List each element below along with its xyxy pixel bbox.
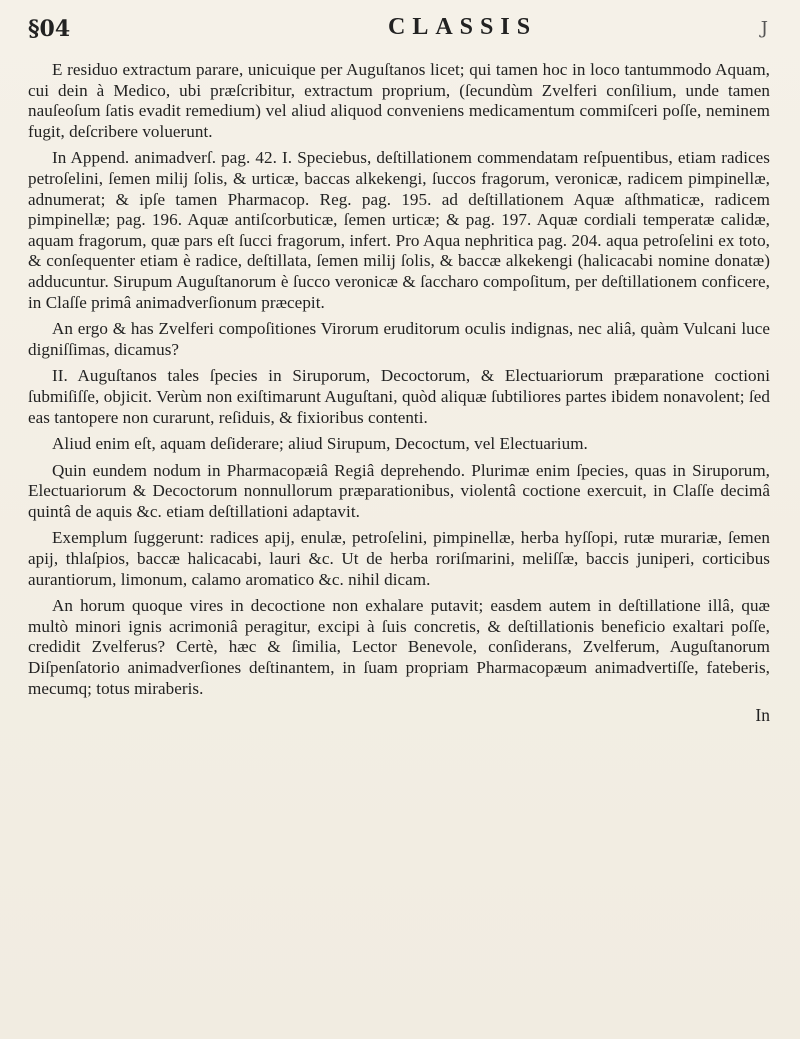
- paragraph-6: Quin eundem nodum in Pharmacopæiâ Regiâ deprehendo. Plurimæ enim ſpecies, quas in Siruporum, Electuariorum & Decoctorum nonnullorum præparationibus, violentâ coctione exercuit, in Claſſe decimâ quintâ de aquis &c. etiam deſtillationi adaptavit.: [28, 460, 770, 521]
- catchword: In: [755, 705, 770, 726]
- paragraph-3: An ergo & has Zvelferi compoſitiones Virorum eruditorum oculis indignas, nec aliâ, quàm Vulcani luce digniſſimas, dicamus?: [28, 319, 770, 359]
- paragraph-4: II. Auguſtanos tales ſpecies in Siruporum, Decoctorum, & Electuariorum præparatione coctioni ſubmiſiſſe, objicit. Verùm non exiſtimarunt Auguſtani, quòd aliquæ ſubtiliores partes ibidem nonavolent; ſed eas tantopere non curarunt, reſiduis, & fixioribus contenti.: [28, 366, 770, 427]
- paragraph-2: In Append. animadverſ. pag. 42. I. Speciebus, deſtillationem commendatam reſpuentibus, etiam radices petroſelini, ſemen milij ſolis, & urticæ, baccas alkekengi, ſuccos fragorum, veronicæ, radicem pimpinellæ, adnumerat; & ipſe tamen Pharmacop. Reg. pag. 195. ad deſtillationem Aquæ aſthmaticæ, radicem pimpinellæ; pag. 196. Aquæ antiſcorbuticæ, ſemen urticæ; & pag. 197. Aquæ cordiali temperatæ calidæ, aquam fragorum, quæ pars eſt ſucci fragorum, infert. Pro Aqua nephritica pag. 204. aqua petroſelini ex toto, & conſequenter etiam è radice, deſtillata, ſemen milij ſolis, & baccæ alkekengi (halicacabi nomine donatæ) adducuntur. Sirupum Auguſtanorum è ſucco veronicæ & ſaccharo compoſitum, per deſtillationem conficere, in Claſſe primâ animadverſionum præcepit.: [28, 148, 770, 312]
- page-header: [28, 12, 768, 48]
- page-body: [28, 60, 770, 1020]
- paragraph-7: Exemplum ſuggerunt: radices apij, enulæ, petroſelini, pimpinellæ, herba hyſſopi, rutæ murariæ, ſemen apij, thlaſpios, baccæ halicacabi, lauri &c. Ut de herba roriſmarini, meliſſæ, baccis juniperi, corticibus aurantiorum, limonum, calamo aromatico &c. nihil dicam.: [28, 528, 770, 589]
- running-head: CLASSIS: [388, 14, 538, 40]
- paragraph-5: Aliud enim eſt, aquam deſiderare; aliud Sirupum, Decoctum, vel Electuarium.: [52, 434, 588, 454]
- corner-mark: J: [760, 18, 768, 39]
- paragraph-8: An horum quoque vires in decoctione non exhalare putavit; easdem autem in deſtillatione illâ, quæ multò minori ignis acrimoniâ peragitur, excipi à ſuis concretis, & deſtillationis beneficio exaltari poſſe, credidit Zvelferus? Certè, hæc & ſimilia, Lector Benevole, conſiderans, Zvelferum, Auguſtanorum Diſpenſatorio animadverſiones deſtinantem, in ſuam propriam Pharmacopæum animadvertiſſe, fateberis, mecumq; totus miraberis.: [28, 596, 770, 698]
- page-number: §04: [28, 16, 71, 42]
- paragraph-1: E residuo extractum parare, unicuique per Auguſtanos licet; qui tamen hoc in loco tantummodo Aquam, cui dein à Medico, ubi præſcribitur, extractum proprium, (ſecundùm Zvelferi conſilium, unde tamen nauſeoſum ſatis evadit remedium) vel aliud aliquod conveniens medicamentum commiſceri poſſe, neminem fugit, deſcribere voluerunt.: [28, 60, 770, 141]
